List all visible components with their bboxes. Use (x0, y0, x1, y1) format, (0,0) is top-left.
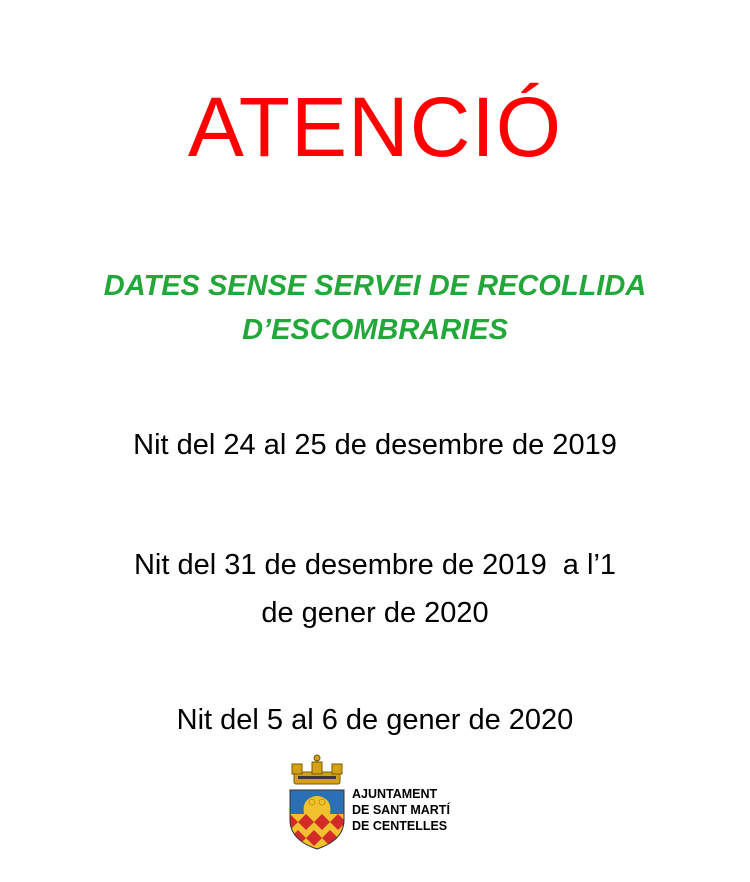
date-item-1-line-1: Nit del 24 al 25 de desembre de 2019 (133, 429, 617, 461)
date-item-2 (0, 541, 750, 637)
shield-icon (282, 788, 352, 852)
subtitle-line-1: DATES SENSE SERVEI DE RECOLLIDA (103, 270, 647, 302)
date-item-2-line-1: Nit del 31 de desembre de 2019 a l’1 (133, 549, 617, 581)
date-item-2-line-2: de gener de 2020 (261, 597, 489, 629)
municipality-name (352, 786, 450, 834)
municipality-name-line-1: AJUNTAMENT (352, 787, 438, 801)
date-item-3 (0, 696, 750, 744)
date-item-1 (0, 421, 750, 469)
subtitle-line-2: D’ESCOMBRARIES (242, 314, 508, 346)
municipality-name-line-3: DE CENTELLES (352, 819, 448, 833)
notice-subtitle (0, 264, 750, 352)
notice-title: ATENCIÓ (187, 80, 563, 174)
municipal-coat-of-arms-icon (282, 752, 352, 852)
crown-icon (292, 755, 342, 784)
date-item-3-line-1: Nit del 5 al 6 de gener de 2020 (176, 704, 574, 736)
municipality-name-line-2: DE SANT MARTÍ (352, 803, 450, 817)
